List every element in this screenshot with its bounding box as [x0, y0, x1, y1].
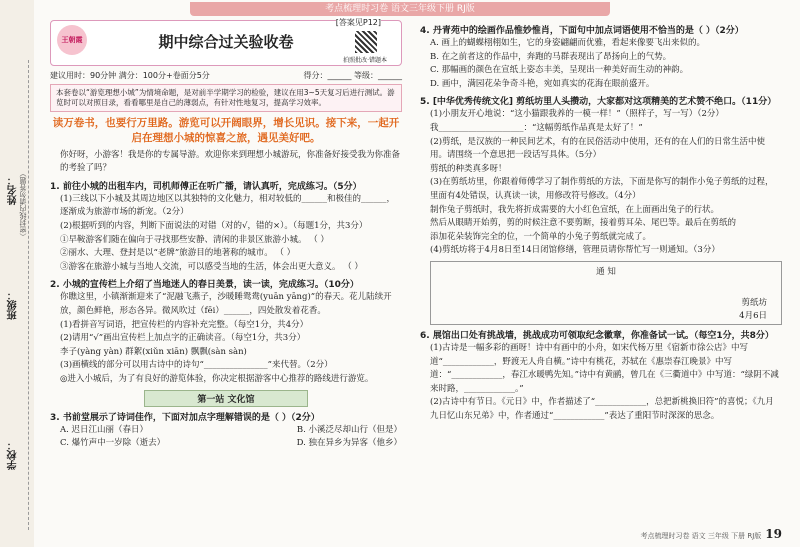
question-text: 制作兔子剪纸时，我先将折成需要的大小红色宣纸，在上面画出兔子的行状。	[430, 204, 720, 215]
question-text: B. 在之前者这的作品中，奔跑的马群表现出了昂扬向上的气势。	[430, 51, 672, 62]
question-text: 然后从眼睛开始剪，剪的时候注意不要剪断，接着剪耳朵、尾巴等。最后在剪纸的	[430, 218, 737, 229]
question-text: (2)古诗中有节日。《元日》中，作者描述了“____________，总把新桃换旧符”的喜悦；《九月九日忆山东兄弟》中，作者通过“____________”表达了重阳节时深深的思念。	[430, 397, 774, 421]
notice-title: 通 知	[596, 266, 616, 277]
question-text: (3)画横线的部分可以用古诗中的诗句“_______________”来代替。（2分）	[60, 360, 333, 371]
seal-line	[28, 60, 29, 530]
question-text: (1)古诗是一幅多彩的画呀！诗中有画中的小舟，如宋代杨万里《宿新市徐公店》中写道“____________，野渡无人舟自横。”诗中有桃花，苏轼在《惠崇春江晚景》中写道：“____________，春江水暖鸭先知。”诗中有黄鹂，曾几在《三衢道中》中写道：“绿阴不减来时路，____________。”	[430, 342, 779, 394]
page-title: 期中综合过关验收卷	[158, 33, 294, 51]
question-text: (2)根据听到的内容，判断下面说法的对错（对的√，错的×）。（每题1分，共3分）	[60, 221, 368, 232]
qr-code-icon[interactable]	[355, 31, 377, 53]
right-questions	[420, 23, 782, 258]
question-text: ◎进入小城后，为了有良好的游览体验，你决定根据游客中心推荐的路线进行游览。	[60, 374, 374, 384]
answer-option[interactable]: C. 爆竹声中一岁除（逝去）	[60, 438, 166, 449]
time-score-info: 建议用时：90分钟 满分：100分+卷面分5分	[50, 71, 210, 80]
exam-header	[50, 20, 402, 66]
question-text: ②丽水、大理、登封是以“老牌”旅游目的地著称的城市。 （ ）	[60, 248, 296, 259]
class-label: 班级：	[8, 290, 19, 320]
question-text: D. 画中，满园花朵争奇斗艳，宛如真实的花海在眼前盛开。	[430, 78, 655, 89]
page-footer	[640, 527, 782, 541]
question-text: (3)在剪纸坊里，你跟着师傅学习了制作剪纸的方法，下面是你写的制作小兔子剪纸的过程，里面有4处错误，认真读一读，用修改符号修改。（4分）	[430, 177, 774, 201]
question-text: 李子(yàng yàn) 群絮(xiǔn xiān) 飘飘(sàn sàn)	[60, 346, 247, 357]
question-text: C. 那幅画的颜色在宣纸上姿态丰美，呈现出一种美好而生动的神韵。	[430, 65, 689, 76]
page-number: 19	[765, 527, 782, 541]
left-questions	[50, 149, 402, 387]
answer-ref: [答案见P12]	[335, 18, 381, 27]
score-field[interactable]: 得分：______ 等级：______	[303, 71, 402, 80]
question-text: ③游客在旅游小城与当地人交流，可以感受当地的生活，体会出更大意义。 （ ）	[60, 261, 363, 272]
question-heading: 6. 展馆出口处有挑战墙，挑战成功可领取纪念徽章，你准备试一试。（每空1分，共8分）	[420, 330, 774, 341]
answer-option[interactable]: A. 迟日江山丽（春日）	[60, 424, 149, 435]
notice-box[interactable]	[430, 261, 782, 325]
question-text: ①早鞍游客们随在偏向于寻找那些安静、清闲的非景区旅游小城。 （ ）	[60, 234, 329, 245]
notice-signer: 剪纸坊	[741, 297, 767, 308]
question-text: (1)看拼音写词语，把宣传栏的内容补充完整。（每空1分，共4分）	[60, 319, 309, 330]
name-label: 姓名：	[8, 175, 19, 205]
question-text: A. 画上的蝴蝶栩栩如生，它的身姿翩翩而优雅，看起来像要飞出来似的。	[430, 38, 706, 48]
qr-caption: 拍照批改·错题本	[343, 57, 387, 64]
option-row	[50, 424, 402, 438]
question-text: 添加花朵装饰完全的位，一个简单的小兔子剪纸就完成了。	[430, 231, 652, 242]
left-column	[50, 20, 402, 451]
question-heading: 4. 丹青苑中的绘画作品惟妙惟肖，下面句中加点词语使用不恰当的是（ ）（2分）	[420, 26, 744, 36]
answer-option[interactable]: B. 小溪泛尽却山行（但是）	[296, 424, 402, 435]
question-text: 剪纸的种类真多呀！	[430, 163, 507, 174]
left-questions-after	[50, 410, 402, 451]
option-row	[50, 437, 402, 451]
question-text: 我____________________：“这幅剪纸作品真是太好了！”	[430, 122, 643, 133]
question-heading: 3. 书前堂展示了诗词佳作，下面对加点字理解错误的是（ ）（2分）	[50, 412, 320, 423]
question-text: (2)剪纸，是汉族的一种民间艺术，有的在民俗活动中使用，还有的在人们的日常生活中使用。请围绕一个意思把一段话写具体。（5分）	[430, 136, 766, 161]
right-column	[420, 20, 782, 423]
question-heading: 1. 前往小城的出租车内，司机师傅正在听广播，请认真听，完成练习。（5分）	[50, 181, 362, 192]
station-title: 第一站 文化馆	[144, 390, 308, 407]
question-text: (1)三线以下小城及其周边地区以其独特的文化魅力，相对较低的______和极佳的______，逐渐成为旅游市场的新宠。（2分）	[60, 193, 396, 218]
top-banner: 考点梳理时习卷 语文三年级下册 RJ版	[190, 2, 610, 16]
exam-meta	[50, 70, 402, 81]
seal-note: （密封线内请勿答题）	[19, 170, 27, 240]
slogan: 读万卷书，也要行万里路。游览可以开阔眼界，增长见识。接下来，一起开启在理想小城的惊喜之旅，遇见美好吧。	[52, 117, 400, 145]
answer-option[interactable]: D. 独在异乡为异客（他乡）	[296, 438, 402, 449]
notice-date: 4月6日	[739, 310, 767, 321]
intro-box: 本套卷以“游览理想小城”为情境命题，是对前半学期学习的检验，建议在用3~5天复习后进行测试。游览时可以对照目录，看看哪里是自己的薄弱点，有针对性地复习，提高学习效率。	[50, 84, 402, 112]
brand-logo: 王朝霞	[57, 25, 87, 55]
right-questions-after	[420, 328, 782, 424]
question-text: (4)剪纸坊将于4月8日至14日闭馆修缮，管理员请你帮忙写一则通知。（3分）	[430, 245, 720, 256]
question-heading: 5. [中华优秀传统文化] 剪纸坊里人头攒动，大家都对这项精美的艺术赞不绝口。（11分）	[420, 97, 777, 108]
question-text: 你瞧这里，小镇渐渐迎来了“泥融飞燕子，沙暖睡鸳鸯(yuān yāng)”的春天。花儿陆续开放，颜色鲜艳，形态各异。微风吹过（fēi）______，四处散发着花香。	[60, 292, 392, 317]
question-text: (2)请用“√”画出宣传栏上加点字的正确读音。（每空1分，共3分）	[60, 333, 306, 344]
question-text: (1)小朋友开心地说：“这小猫跟我养的一模一样！”（照样子，写一写）（2分）	[430, 109, 724, 120]
question-text: 你好呀，小游客！我是你的专属导游。欢迎你来到理想小城游玩，你准备好接受我为你准备的考验了吗？	[60, 149, 401, 174]
footer-text: 考点梳理时习卷 语文 三年级 下册 RJ版	[640, 532, 762, 540]
school-label: 学校：	[8, 440, 19, 470]
question-heading: 2. 小城的宣传栏上介绍了当地迷人的春日美景，读一读，完成练习。（10分）	[50, 280, 359, 291]
